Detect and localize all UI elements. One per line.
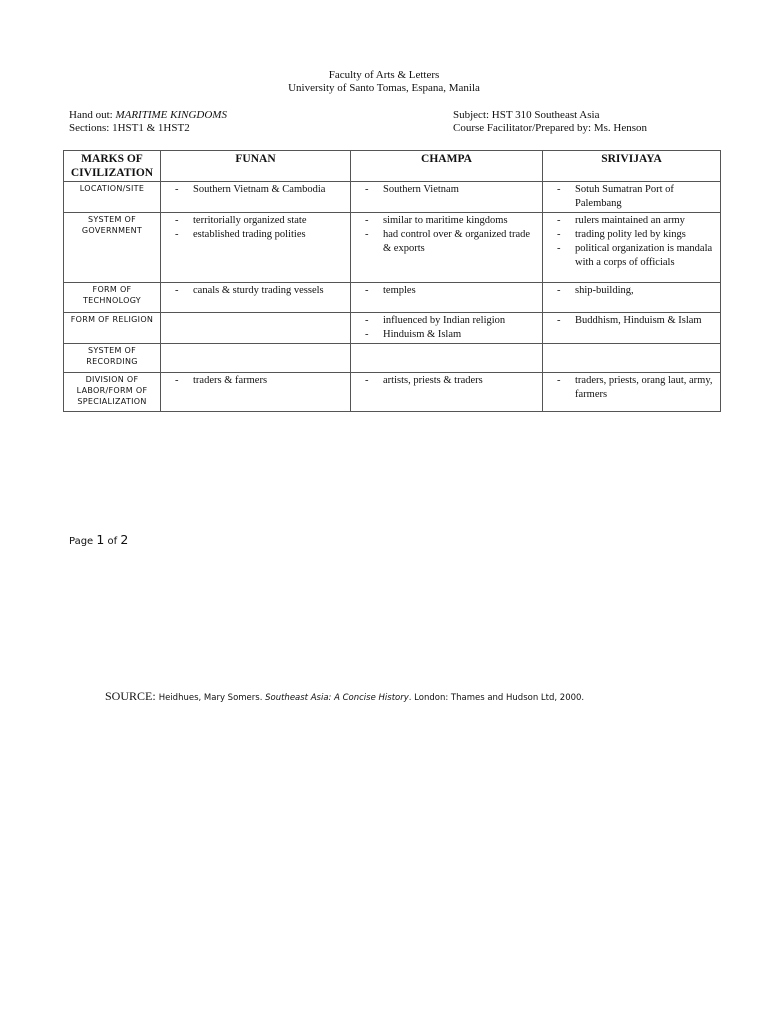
cell-funan: [161, 283, 351, 313]
cell-srivijaya: [543, 182, 721, 213]
source-citation: [105, 689, 584, 704]
source-publisher: . London: Thames and Hudson Ltd, 2000.: [408, 693, 585, 703]
table-row: [64, 182, 721, 213]
bullet-list: [355, 314, 538, 342]
cell-funan: [161, 182, 351, 213]
cell-srivijaya: [543, 344, 721, 373]
cell-champa: [351, 182, 543, 213]
table-row: [64, 313, 721, 344]
list-item: - traders & farmers: [165, 374, 346, 388]
facilitator-line: Course Facilitator/Prepared by: Ms. Henson: [453, 122, 647, 134]
sections-line: Sections: 1HST1 & 1HST2: [69, 122, 190, 134]
bullet-list: [355, 284, 538, 298]
bullet-list: [165, 214, 346, 242]
course-meta: [453, 109, 647, 135]
handout-label: Hand out:: [69, 109, 116, 121]
page-number: [69, 532, 128, 547]
row-label: SYSTEM OF GOVERNMENT: [64, 213, 161, 283]
list-item: - artists, priests & traders: [355, 374, 538, 388]
header-champa: CHAMPA: [351, 151, 543, 182]
cell-srivijaya: [543, 313, 721, 344]
source-title: Southeast Asia: A Concise History: [265, 693, 409, 703]
bullet-list: [165, 284, 346, 298]
list-item: - Hinduism & Islam: [355, 328, 538, 342]
table-header-row: [64, 151, 721, 182]
university-line: University of Santo Tomas, Espana, Manila: [288, 82, 480, 94]
cell-srivijaya: [543, 213, 721, 283]
list-item: - trading polity led by kings: [547, 228, 716, 242]
subject-line: Subject: HST 310 Southeast Asia: [453, 109, 600, 121]
cell-champa: [351, 313, 543, 344]
cell-funan: [161, 313, 351, 344]
table-row: [64, 344, 721, 373]
bullet-list: [355, 183, 538, 197]
handout-title: MARITIME KINGDOMS: [115, 109, 227, 121]
table-row: [64, 213, 721, 283]
list-item: - ship-building,: [547, 284, 716, 298]
list-item: - established trading polities: [165, 228, 346, 242]
bullet-list: [165, 183, 346, 197]
list-item: - canals & sturdy trading vessels: [165, 284, 346, 298]
page-current: 1: [96, 532, 105, 547]
list-item: - Southern Vietnam & Cambodia: [165, 183, 346, 197]
list-item: - political organization is mandala with a corps of officials: [547, 242, 716, 270]
list-item: - traders, priests, orang laut, army, farmers: [547, 374, 716, 402]
source-label: SOURCE:: [105, 689, 159, 703]
bullet-list: [547, 314, 716, 328]
row-label: LOCATION/SITE: [64, 182, 161, 213]
cell-champa: [351, 213, 543, 283]
bullet-list: [165, 374, 346, 388]
bullet-list: [547, 214, 716, 270]
cell-champa: [351, 344, 543, 373]
header-marks: MARKS OF CIVILIZATION: [64, 151, 161, 182]
bullet-list: [547, 374, 716, 402]
document-header: [0, 69, 768, 95]
row-label: SYSTEM OF RECORDING: [64, 344, 161, 373]
bullet-list: [547, 183, 716, 211]
row-label: FORM OF TECHNOLOGY: [64, 283, 161, 313]
list-item: - Southern Vietnam: [355, 183, 538, 197]
cell-funan: [161, 373, 351, 412]
cell-champa: [351, 283, 543, 313]
header-funan: FUNAN: [161, 151, 351, 182]
list-item: - similar to maritime kingdoms: [355, 214, 538, 228]
bullet-list: [547, 284, 716, 298]
header-srivijaya: SRIVIJAYA: [543, 151, 721, 182]
cell-funan: [161, 344, 351, 373]
list-item: - temples: [355, 284, 538, 298]
list-item: - territorially organized state: [165, 214, 346, 228]
list-item: - had control over & organized trade & exports: [355, 228, 538, 256]
civilization-table: [63, 150, 721, 412]
bullet-list: [355, 374, 538, 388]
source-author: Heidhues, Mary Somers.: [158, 693, 266, 703]
handout-line: [69, 109, 227, 122]
row-label: DIVISION OF LABOR/FORM OF SPECIALIZATION: [64, 373, 161, 412]
table-row: [64, 373, 721, 412]
cell-funan: [161, 213, 351, 283]
page-of: of: [104, 536, 121, 547]
row-label: FORM OF RELIGION: [64, 313, 161, 344]
cell-srivijaya: [543, 373, 721, 412]
faculty-line: Faculty of Arts & Letters: [328, 69, 440, 81]
table-body: [64, 182, 721, 412]
page-total: 2: [120, 532, 129, 547]
list-item: - Buddhism, Hinduism & Islam: [547, 314, 716, 328]
bullet-list: [355, 214, 538, 256]
list-item: - influenced by Indian religion: [355, 314, 538, 328]
cell-champa: [351, 373, 543, 412]
handout-meta: [69, 109, 227, 135]
cell-srivijaya: [543, 283, 721, 313]
list-item: - Sotuh Sumatran Port of Palembang: [547, 183, 716, 211]
list-item: - rulers maintained an army: [547, 214, 716, 228]
table-row: [64, 283, 721, 313]
page-prefix: Page: [69, 536, 97, 547]
